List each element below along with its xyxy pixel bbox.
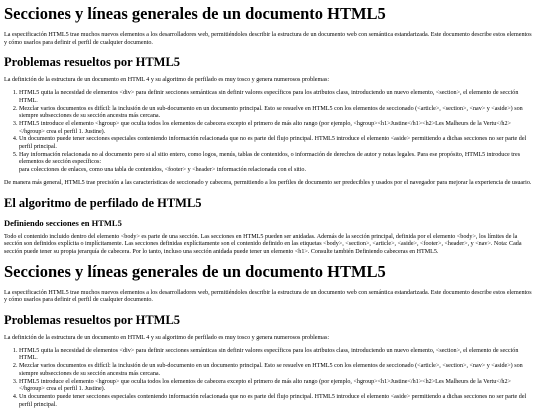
page-title: Secciones y líneas generales de un documento HTML5 xyxy=(4,4,386,23)
list-item-text: Hay información relacionada no al documento pero si al sitio entero, como logos, menús, tablas de contenidos, o información de derechos de autor y notas legales. Para ese propósito, HTML5 introduce tres elementos de sección específicos: xyxy=(19,151,521,166)
problems-list-repeat xyxy=(4,348,536,409)
problems-intro-repeat: La definición de la estructura de un documento en HTML 4 y su algoritmo de perfilado es muy tosco y genera numerosos problemas: xyxy=(4,335,330,342)
list-item: 2. Mezclar varios documentos es difícil: la inclusión de un sub-documento en un documento principal. Esto se resuelve en HTML5 con los elementos de seccionado (<article>, <section>, <nav> y <aside>) son siempre subsecciones de su sección ancestra más cercana. xyxy=(19,363,536,378)
problems-list xyxy=(4,90,536,175)
problems-heading-repeat: Problemas resueltos por HTML5 xyxy=(4,313,181,328)
summary-paragraph: De manera más general, HTML5 trae precisión a las características de seccionado y cabecera, permitiendo a los perfiles de documento ser predecibles y usados por el navegador para mejorar la experiencia de usuario. xyxy=(4,179,532,186)
list-item xyxy=(19,152,536,175)
list-item: 4. Un documento puede tener secciones especiales conteniendo información relacionada que no es parte del flujo principal. HTML5 introduce el elemento <aside> permitiendo a dichas secciones no ser parte del perfil principal. xyxy=(19,394,536,409)
list-item: 2. Mezclar varios documentos es difícil: la inclusión de un sub-documento en un documento principal. Esto se resuelve en HTML5 con los elementos de seccionado (<article>, <section>, <nav> y <aside>) son siempre subsecciones de su sección ancestra más cercana. xyxy=(19,106,536,121)
list-item: 1. HTML5 quita la necesidad de elementos <div> para definir secciones semánticas sin definir valores específicos para los atributos class, introduciendo un nuevo elemento, <section>, el elemento de sección HTML. xyxy=(19,348,536,363)
list-item-subtext: para colecciones de enlaces, como una tabla de contenidos, <footer> y <header> información relacionada con el sitio. xyxy=(19,167,307,174)
problems-intro: La definición de la estructura de un documento en HTML 4 y su algoritmo de perfilado es muy tosco y genera numerosos problemas: xyxy=(4,77,330,84)
defining-sections-paragraph: Todo el contenido incluido dentro del elemento <body> es parte de una sección. Las secciones en HTML5 pueden ser anidadas. Además de la sección principal, definida por el elemento <body>, los límites de la sección son definidos explícita o implícitamente. Las secciones definidas explícitamente son el contenido definido en las etiquetas <body>, <section>, <article>, <aside>, <footer>, <header>, y <nav>. Nota: Cada sección puede tener su propia jerarquía de cabecera. Por lo tanto, incluso una sección anidada puede tener un elemento <h1>. Consulte también Definiendo cabeceras en HTML5. xyxy=(4,233,522,255)
list-item: 3. HTML5 introduce el elemento <hgroup> que oculta todos los elementos de cabecera excepto el primero de más alto rango (por ejemplo, <hgroup><h1>Justine</h1><h2>Les Malheurs de la Vertu</h2></hgroup> crea el perfil 1. Justine). xyxy=(19,379,536,394)
intro-paragraph-repeat: La especificación HTML5 trae muchos nuevos elementos a los desarrolladores web, permitiéndoles describir la estructura de un documento web con semántica estandarizada. Este documento describe estos elementos y cómo usarlos para definir el perfil de cualquier documento. xyxy=(4,289,532,304)
intro-paragraph: La especificación HTML5 trae muchos nuevos elementos a los desarrolladores web, permitiéndoles describir la estructura de un documento web con semántica estandarizada. Este documento describe estos elementos y cómo usarlos para definir el perfil de cualquier documento. xyxy=(4,32,532,46)
page-title-repeat: Secciones y líneas generales de un documento HTML5 xyxy=(4,261,386,281)
problems-heading: Problemas resueltos por HTML5 xyxy=(4,55,181,70)
list-item: 4. Un documento puede tener secciones especiales conteniendo información relacionada que no es parte del flujo principal. HTML5 introduce el elemento <aside> permitiendo a dichas secciones no ser parte del perfil principal. xyxy=(19,136,536,151)
list-item: 1. HTML5 quita la necesidad de elementos <div> para definir secciones semánticas sin definir valores específicos para los atributos class, introduciendo un nuevo elemento, <section>, el elemento de sección HTML. xyxy=(19,90,536,105)
algorithm-heading: El algoritmo de perfilado de HTML5 xyxy=(4,195,202,210)
list-item: 3. HTML5 introduce el elemento <hgroup> que oculta todos los elementos de cabecera excepto el primero de más alto rango (por ejemplo, <hgroup><h1>Justine</h1><h2>Les Malheurs de la Vertu</h2></hgroup> crea el perfil 1. Justine). xyxy=(19,121,536,136)
defining-sections-heading: Definiendo secciones en HTML5 xyxy=(4,217,122,228)
